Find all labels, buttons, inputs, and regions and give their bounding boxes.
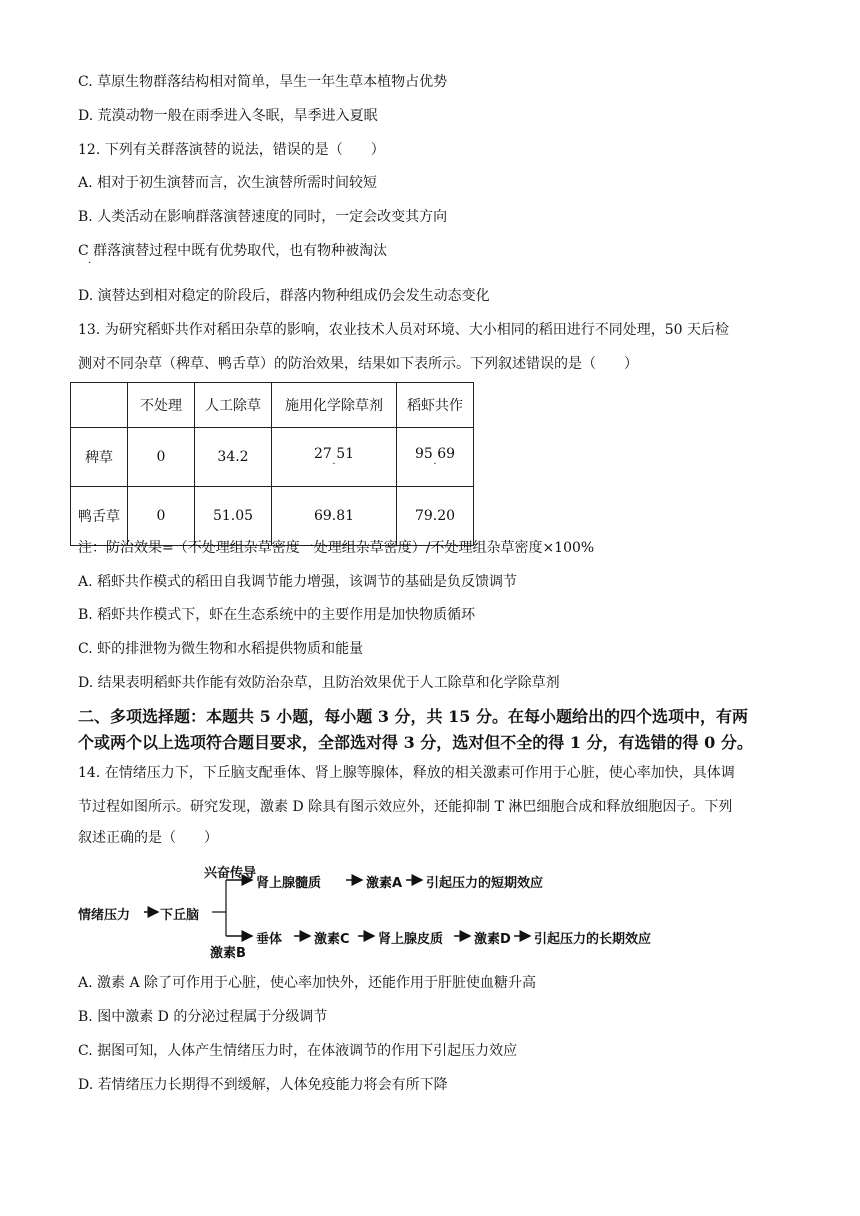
q12-stem: 12. 下列有关群落演替的说法，错误的是（ ） (78, 142, 385, 158)
q14-option-d: D. 若情绪压力长期得不到缓解，人体免疫能力将会有所下降 (78, 1077, 448, 1093)
diagram-node: 激素A (366, 876, 403, 891)
q14-stem-line1: 14. 在情绪压力下，下丘脑支配垂体、肾上腺等腺体，释放的相关激素可作用于心脏，使心率加快，具体调 (78, 765, 735, 781)
table-header-cell: 施用化学除草剂 (272, 383, 397, 428)
q14-stem-line2: 节过程如图所示。研究发现，激素 D 除具有图示效应外，还能抑制 T 淋巴细胞合成和释放细胞因子。下列 (78, 799, 733, 815)
q13-option-d: D. 结果表明稻虾共作能有效防治杂草，且防治效果优于人工除草和化学除草剂 (78, 675, 560, 691)
diagram-hypothalamus-label: 下丘脑 (160, 908, 200, 923)
table-header-cell: 不处理 (128, 383, 195, 428)
q13-stem-line1: 13. 为研究稻虾共作对稻田杂草的影响，农业技术人员对环境、大小相同的稻田进行不同处理，50 天后检 (78, 322, 729, 338)
q14-stem-line3: 叙述正确的是（ ） (78, 830, 218, 846)
q11-option-d: D. 荒漠动物一般在雨季进入冬眠，旱季进入夏眠 (78, 108, 378, 124)
q13-stem-line2: 测对不同杂草（稗草、鸭舌草）的防治效果，结果如下表所示。下列叙述错误的是（ ） (78, 356, 638, 372)
q13-option-c: C. 虾的排泄物为微生物和水稻提供物质和能量 (78, 641, 364, 657)
table-cell: 0 (128, 487, 195, 546)
emphasis-dot: · (433, 459, 437, 470)
section-heading-line2: 个或两个以上选项符合题目要求，全部选对得 3 分，选对但不全的得 1 分，有选错的得 0 分。 (78, 733, 753, 752)
q12-option-d: D. 演替达到相对稳定的阶段后，群落内物种组成仍会发生动态变化 (78, 288, 490, 304)
table-row-label: 稗草 (71, 428, 128, 487)
q14-option-b: B. 图中激素 D 的分泌过程属于分级调节 (78, 1009, 328, 1025)
diagram-source-label: 情绪压力 (78, 908, 131, 923)
table-row-label: 鸭舌草 (71, 487, 128, 546)
table-cell: 69.81 (272, 487, 397, 546)
table-header-cell: 稻虾共作 (397, 383, 474, 428)
q12-option-c: C 群落演替过程中既有优势取代，也有物种被淘汰 (78, 243, 388, 259)
q14-option-a: A. 激素 A 除了可作用于心脏，使心率加快外，还能作用于肝脏使血糖升高 (78, 975, 537, 991)
table-cell: 51.05 (195, 487, 272, 546)
regulation-flow-diagram (78, 860, 698, 960)
diagram-upper-branch-label: 兴奋传导 (204, 866, 257, 881)
emphasis-dot: · (332, 459, 336, 470)
emphasis-dot: · (88, 258, 92, 269)
diagram-node: 激素C (314, 932, 350, 947)
table-cell (397, 428, 474, 487)
diagram-node: 肾上腺髓质 (256, 876, 322, 891)
table-row (71, 487, 474, 546)
table-cell (272, 428, 397, 487)
table-cell-value: 27 51 (313, 446, 355, 462)
q14-option-c: C. 据图可知，人体产生情绪压力时，在体液调节的作用下引起压力效应 (78, 1043, 518, 1059)
table-cell: 34.2 (195, 428, 272, 487)
q13-option-a: A. 稻虾共作模式的稻田自我调节能力增强，该调节的基础是负反馈调节 (78, 574, 518, 590)
table-cell: 0 (128, 428, 195, 487)
diagram-lower-branch-label: 激素B (210, 946, 246, 961)
q13-option-b: B. 稻虾共作模式下，虾在生态系统中的主要作用是加快物质循环 (78, 607, 476, 623)
table-row (71, 428, 474, 487)
table-header-cell (71, 383, 128, 428)
diagram-node: 引起压力的短期效应 (426, 876, 544, 891)
q13-note: 注：防治效果=（不处理组杂草密度一处理组杂草密度）/不处理组杂草密度×100% (78, 540, 595, 556)
table-header-cell: 人工除草 (195, 383, 272, 428)
q12-option-a: A. 相对于初生演替而言，次生演替所需时间较短 (78, 175, 378, 191)
table-header-row (71, 383, 474, 428)
table-cell-value: 95 69 (414, 446, 456, 462)
diagram-node: 肾上腺皮质 (378, 932, 444, 947)
q12-option-b: B. 人类活动在影响群落演替速度的同时，一定会改变其方向 (78, 209, 448, 225)
diagram-node: 激素D (474, 932, 511, 947)
section-heading-line1: 二、多项选择题：本题共 5 小题，每小题 3 分，共 15 分。在每小题给出的四个选项中，有两 (78, 707, 748, 726)
q11-option-c: C. 草原生物群落结构相对简单，旱生一年生草本植物占优势 (78, 74, 448, 90)
diagram-node: 引起压力的长期效应 (534, 932, 652, 947)
table-cell: 79.20 (397, 487, 474, 546)
q13-table (70, 382, 474, 546)
diagram-node: 垂体 (256, 932, 283, 947)
